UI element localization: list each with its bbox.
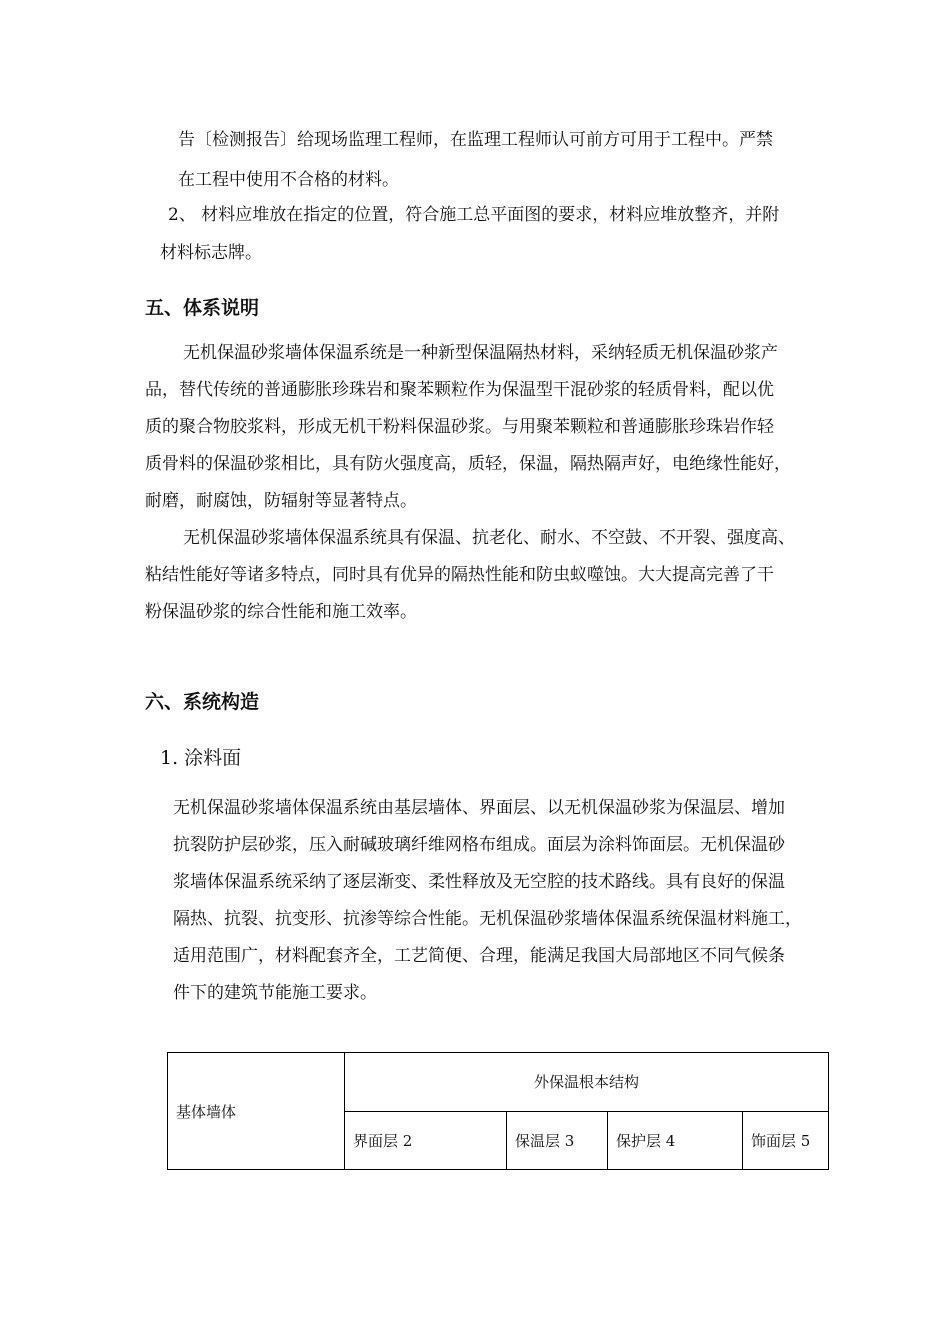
table-cell: 保护层 4 — [608, 1111, 743, 1170]
table-cell: 保温层 3 — [507, 1111, 608, 1170]
section-heading: 五、体系说明 — [145, 297, 260, 319]
paragraph-line: 粉保温砂浆的综合性能和施工效率。 — [145, 602, 417, 622]
paragraph-line: 质的聚合物胶浆料，形成无机干粉料保温砂浆。与用聚苯颗粒和普通膨胀珍珠岩作轻 — [145, 417, 774, 437]
text-line: 告〔检测报告〕给现场监理工程师，在监理工程师认可前方可用于工程中。严禁 — [178, 130, 773, 150]
text-line: 在工程中使用不合格的材料。 — [178, 170, 399, 190]
paragraph-line: 适用范围广，材料配套齐全，工艺简便、合理，能满足我国大局部地区不同气候条 — [173, 946, 785, 966]
section-heading: 六、系统构造 — [145, 691, 260, 713]
paragraph-line: 浆墙体保温系统采纳了逐层渐变、柔性释放及无空腔的技术路线。具有良好的保温 — [173, 872, 785, 892]
paragraph-line: 件下的建筑节能施工要求。 — [173, 983, 377, 1003]
paragraph-line: 品，替代传统的普通膨胀珍珠岩和聚苯颗粒作为保温型干混砂浆的轻质骨料，配以优 — [145, 380, 774, 400]
paragraph-line: 质骨料的保温砂浆相比，具有防火强度高，质轻，保温，隔热隔声好，电绝缘性能好， — [145, 454, 791, 474]
table-header-cell: 外保温根本结构 — [345, 1053, 829, 1112]
text-line: 材料标志牌。 — [160, 243, 262, 263]
paragraph-line: 粘结性能好等诸多特点，同时具有优异的隔热性能和防虫蚁噬蚀。大大提高完善了干 — [145, 565, 774, 585]
paragraph-line: 无机保温砂浆墙体保温系统由基层墙体、界面层、以无机保温砂浆为保温层、增加 — [173, 798, 785, 818]
subsection-heading: 1. 涂料面 — [160, 747, 242, 769]
table-cell: 饰面层 5 — [743, 1111, 829, 1170]
structure-table — [167, 1052, 829, 1170]
list-item-2: 2、 材料应堆放在指定的位置，符合施工总平面图的要求，材料应堆放整齐，并附 — [168, 205, 780, 225]
table-cell-base-wall: 基体墙体 — [168, 1053, 345, 1170]
paragraph-line: 隔热、抗裂、抗变形、抗渗等综合性能。无机保温砂浆墙体保温系统保温材料施工， — [173, 909, 802, 929]
paragraph-line: 无机保温砂浆墙体保温系统具有保温、抗老化、耐水、不空鼓、不开裂、强度高、 — [183, 528, 795, 548]
table-cell: 界面层 2 — [345, 1111, 507, 1170]
paragraph-line: 抗裂防护层砂浆，压入耐碱玻璃纤维网格布组成。面层为涂料饰面层。无机保温砂 — [173, 835, 785, 855]
paragraph-line: 耐磨，耐腐蚀，防辐射等显著特点。 — [145, 491, 417, 511]
paragraph-line: 无机保温砂浆墙体保温系统是一种新型保温隔热材料，采纳轻质无机保温砂浆产 — [183, 343, 778, 363]
